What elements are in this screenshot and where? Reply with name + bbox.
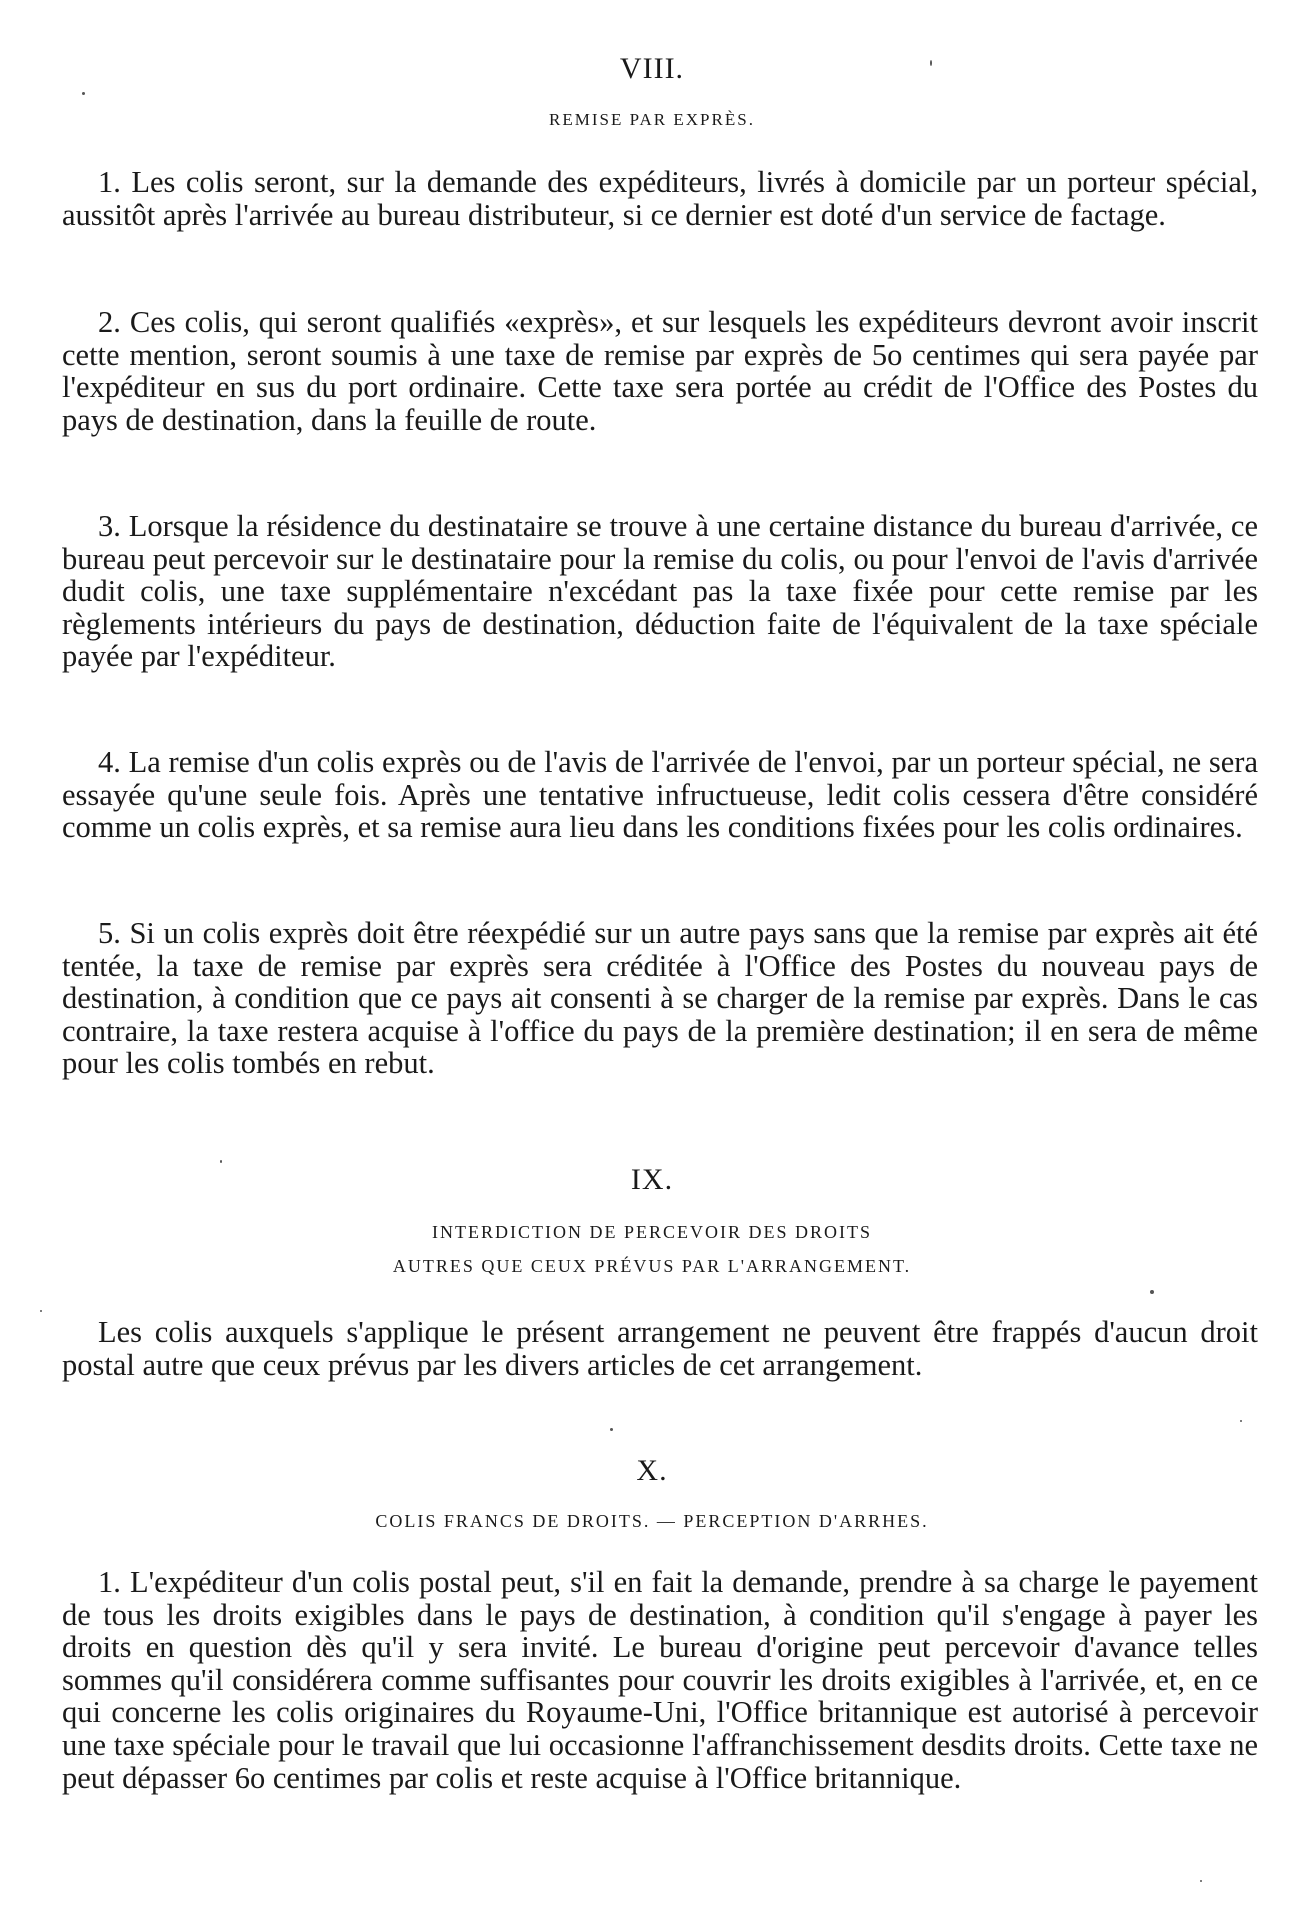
section-number: IX. xyxy=(630,1163,674,1196)
scan-speck xyxy=(610,1428,613,1431)
section-title: REMISE PAR EXPRÈS. xyxy=(549,110,755,129)
scan-speck xyxy=(40,1310,42,1312)
paragraph: Les colis auxquels s'applique le présent arrangement ne peuvent être frappés d'aucun droit postal autre que ceux prévus par les divers articles de cet arrangement. xyxy=(62,1315,1258,1382)
section-number: X. xyxy=(636,1454,668,1487)
paragraph: 1. L'expéditeur d'un colis postal peut, s'il en fait la demande, prendre à sa charge le payement de tous les droits exigibles dans le pays de destination, à condition qu'il s'engage à payer les droits en question dès qu'il y sera invité. Le bureau d'origine peut percevoir d'avance telles sommes qu'il considérera comme suffisantes pour couvrir les droits exigibles à l'arrivée, et, en ce qui concerne les colis originaires du Royaume-Uni, l'Office britannique est autorisé à percevoir une taxe spéciale pour le travail que lui occasionne l'affranchissement desdits droits. Cette taxe ne peut dépasser 6o centimes par colis et reste acquise à l'Office britannique. xyxy=(62,1565,1258,1795)
section-title-line: INTERDICTION DE PERCEVOIR DES DROITS xyxy=(432,1222,872,1242)
scan-speck xyxy=(1150,1290,1154,1294)
scan-speck xyxy=(1200,1880,1202,1882)
scan-speck xyxy=(1240,1420,1242,1422)
section-number: VIII. xyxy=(619,52,685,85)
paragraph: 5. Si un colis exprès doit être réexpédié sur un autre pays sans que la remise par exprès ait été tentée, la taxe de remise par exprès sera créditée à l'Office des Postes du nouveau pays de destination, à condition que ce pays ait consenti à se charger de la remise par exprès. Dans le cas contraire, la taxe restera acquise à l'office du pays de la première destination; il en sera de même pour les colis tombés en rebut. xyxy=(62,916,1258,1081)
scan-speck xyxy=(930,60,932,66)
paragraph: 4. La remise d'un colis exprès ou de l'avis de l'arrivée de l'envoi, par un porteur spécial, ne sera essayée qu'une seule fois. Après une tentative infructueuse, ledit colis cessera d'être considéré comme un colis exprès, et sa remise aura lieu dans les conditions fixées pour les colis ordinaires. xyxy=(62,745,1258,845)
scan-speck xyxy=(82,92,85,95)
section-title: COLIS FRANCS DE DROITS. — PERCEPTION D'ARRHES. xyxy=(375,1511,929,1531)
paragraph: 3. Lorsque la résidence du destinataire se trouve à une certaine distance du bureau d'arrivée, ce bureau peut percevoir sur le destinataire pour la remise du colis, ou pour l'envoi de l'avis d'arrivée dudit colis, une taxe supplémentaire n'excédant pas la taxe fixée pour cette remise par les règlements intérieurs du pays de destination, déduction faite de l'équivalent de la taxe spéciale payée par l'expéditeur. xyxy=(62,509,1258,674)
scan-speck xyxy=(220,1160,222,1163)
section-title-line: AUTRES QUE CEUX PRÉVUS PAR L'ARRANGEMENT. xyxy=(392,1256,912,1276)
paragraph: 1. Les colis seront, sur la demande des expéditeurs, livrés à domicile par un porteur spécial, aussitôt après l'arrivée au bureau distributeur, si ce dernier est doté d'un service de factage. xyxy=(62,165,1258,232)
paragraph: 2. Ces colis, qui seront qualifiés «exprès», et sur lesquels les expéditeurs devront avoir inscrit cette mention, seront soumis à une taxe de remise par exprès de 5o centimes qui sera payée par l'expéditeur en sus du port ordinaire. Cette taxe sera portée au crédit de l'Office des Postes du pays de destination, dans la feuille de route. xyxy=(62,305,1258,437)
